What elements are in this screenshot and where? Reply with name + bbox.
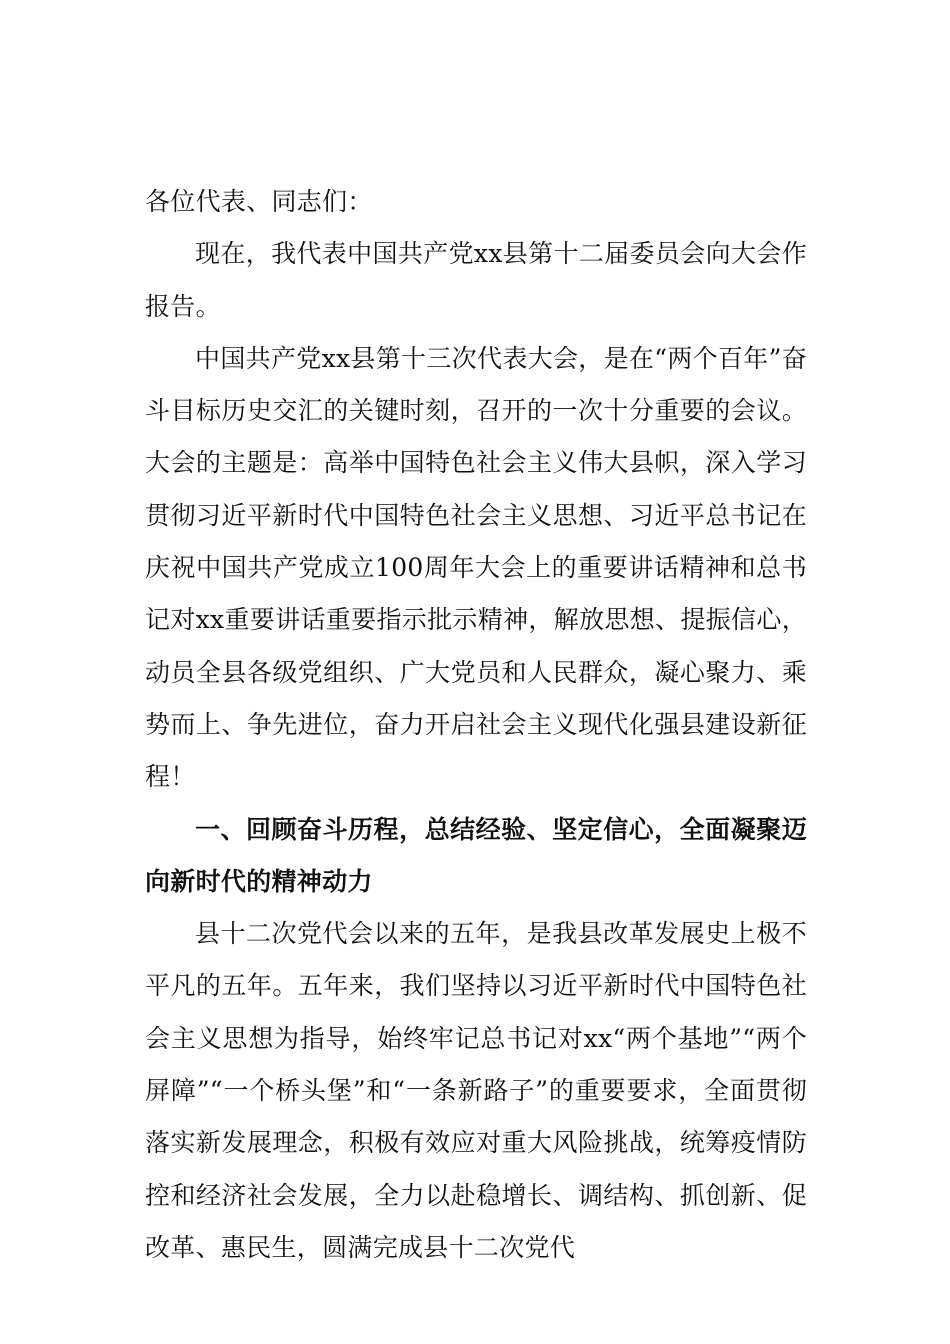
paragraph-review: 县十二次党代会以来的五年，是我县改革发展史上极不平凡的五年。五年来，我们坚持以习近平新时代中国特色社会主义思想为指导，始终牢记总书记对xx“两个基地”“两个屏障”“一个桥头堡”和“一条新路子”的重要要求，全面贯彻落实新发展理念，积极有效应对重大风险挑战，统筹疫情防控和经济社会发展，全力以赴稳增长、调结构、抓创新、促改革、惠民生，圆满完成县十二次党代: [145, 919, 807, 1262]
paragraph-congress-theme: 中国共产党xx县第十三次代表大会，是在“两个百年”奋斗目标历史交汇的关键时刻，召开的一次十分重要的会议。大会的主题是：高举中国特色社会主义伟大县帜，深入学习贯彻习近平新时代中国特色社会主义思想、习近平总书记在庆祝中国共产党成立100周年大会上的重要讲话精神和总书记对xx重要讲话重要指示批示精神，解放思想、提振信心，动员全县各级党组织、广大党员和人民群众，凝心聚力、乘势而上、争先进位，奋力开启社会主义现代化强县建设新征程！: [145, 343, 807, 792]
section-heading: 一、回顾奋斗历程，总结经验、坚定信心，全面凝聚迈向新时代的精神动力: [145, 814, 807, 896]
paragraph-opening: 现在，我代表中国共产党xx县第十二届委员会向大会作报告。: [145, 239, 807, 321]
salutation: 各位代表、同志们：: [145, 187, 373, 216]
document-body: [145, 176, 807, 1274]
